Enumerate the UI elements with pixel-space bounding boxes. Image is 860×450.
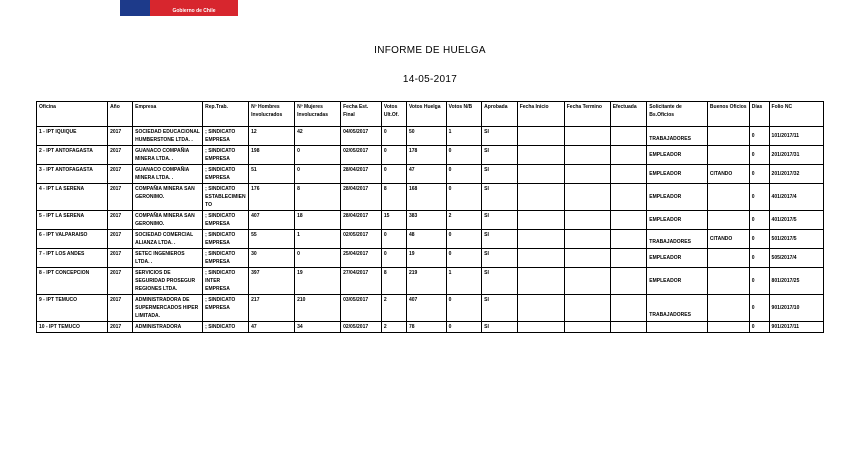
table-row xyxy=(37,184,824,211)
cell-solicitante: TRABAJADORES xyxy=(647,295,708,322)
column-header: Oficina xyxy=(37,102,108,127)
cell-fecha-termino xyxy=(564,211,610,230)
cell-votos-ult: 8 xyxy=(381,184,406,211)
cell-votos-nb: 1 xyxy=(446,127,482,146)
cell-folio: 201/2017/31 xyxy=(769,146,823,165)
cell-votos-nb: 0 xyxy=(446,295,482,322)
cell-efectuada xyxy=(610,184,647,211)
cell-efectuada xyxy=(610,230,647,249)
cell-mujeres: 42 xyxy=(295,127,341,146)
cell-hombres: 47 xyxy=(249,322,295,333)
table-row xyxy=(37,230,824,249)
cell-buenos xyxy=(707,184,749,211)
cell-empresa: COMPAÑIA MINERA SAN GERONIMO. xyxy=(133,184,203,211)
column-header: Días xyxy=(749,102,769,127)
cell-fecha-est: 28/04/2017 xyxy=(341,184,382,211)
cell-fecha-termino xyxy=(564,127,610,146)
cell-fecha-est: 02/05/2017 xyxy=(341,146,382,165)
cell-fecha-termino xyxy=(564,230,610,249)
cell-dias: 0 xyxy=(749,230,769,249)
cell-buenos xyxy=(707,268,749,295)
cell-anio: 2017 xyxy=(108,127,133,146)
cell-folio: 901/2017/11 xyxy=(769,322,823,333)
column-header: Fecha Est. Final xyxy=(341,102,382,127)
cell-hombres: 51 xyxy=(249,165,295,184)
cell-empresa: COMPAÑIA MINERA SAN GERONIMO. xyxy=(133,211,203,230)
cell-votos-huelga: 47 xyxy=(406,165,446,184)
cell-solicitante: EMPLEADOR xyxy=(647,211,708,230)
table-row xyxy=(37,165,824,184)
cell-mujeres: 0 xyxy=(295,165,341,184)
column-header: Buenos Oficios xyxy=(707,102,749,127)
cell-anio: 2017 xyxy=(108,295,133,322)
cell-efectuada xyxy=(610,268,647,295)
cell-buenos xyxy=(707,322,749,333)
cell-solicitante: EMPLEADOR xyxy=(647,146,708,165)
cell-empresa: SOCIEDAD EDUCACIONAL HUMBERSTONE LTDA. . xyxy=(133,127,203,146)
cell-fecha-termino xyxy=(564,146,610,165)
cell-rep: ; SINDICATO ESTABLECIMIENTO xyxy=(203,184,249,211)
cell-empresa: GUANACO COMPAÑIA MINERA LTDA. . xyxy=(133,165,203,184)
cell-anio: 2017 xyxy=(108,165,133,184)
cell-empresa: GUANACO COMPAÑIA MINERA LTDA. . xyxy=(133,146,203,165)
cell-fecha-est: 28/04/2017 xyxy=(341,165,382,184)
cell-mujeres: 0 xyxy=(295,146,341,165)
cell-hombres: 55 xyxy=(249,230,295,249)
cell-efectuada xyxy=(610,165,647,184)
cell-buenos xyxy=(707,211,749,230)
cell-empresa: ADMINISTRADORA DE SUPERMERCADOS HIPER LIMITADA. xyxy=(133,295,203,322)
cell-votos-nb: 0 xyxy=(446,230,482,249)
cell-oficina: 2 - IPT ANTOFAGASTA xyxy=(37,146,108,165)
cell-efectuada xyxy=(610,127,647,146)
cell-mujeres: 0 xyxy=(295,249,341,268)
table-row xyxy=(37,146,824,165)
cell-rep: ; SINDICATO INTER EMPRESA xyxy=(203,268,249,295)
cell-votos-ult: 8 xyxy=(381,268,406,295)
cell-mujeres: 18 xyxy=(295,211,341,230)
cell-hombres: 30 xyxy=(249,249,295,268)
cell-fecha-termino xyxy=(564,295,610,322)
cell-buenos xyxy=(707,249,749,268)
cell-dias: 0 xyxy=(749,322,769,333)
cell-dias: 0 xyxy=(749,211,769,230)
cell-votos-nb: 0 xyxy=(446,146,482,165)
cell-empresa: SERVICIOS DE SEGURIDAD PROSEGUR REGIONES LTDA. xyxy=(133,268,203,295)
cell-fecha-termino xyxy=(564,322,610,333)
cell-efectuada xyxy=(610,295,647,322)
cell-solicitante: EMPLEADOR xyxy=(647,165,708,184)
cell-folio: 201/2017/32 xyxy=(769,165,823,184)
cell-folio: 505/2017/4 xyxy=(769,249,823,268)
cell-dias: 0 xyxy=(749,184,769,211)
cell-dias: 0 xyxy=(749,268,769,295)
cell-fecha-inicio xyxy=(517,146,564,165)
table-row xyxy=(37,322,824,333)
cell-aprobada: SI xyxy=(482,295,518,322)
column-header: Solicitante de Bs.Oficios xyxy=(647,102,708,127)
cell-folio: 401/2017/4 xyxy=(769,184,823,211)
cell-solicitante: TRABAJADORES xyxy=(647,127,708,146)
cell-fecha-inicio xyxy=(517,249,564,268)
column-header: Rep.Trab. xyxy=(203,102,249,127)
cell-rep: ; SINDICATO EMPRESA xyxy=(203,127,249,146)
cell-hombres: 198 xyxy=(249,146,295,165)
cell-buenos: CITANDO xyxy=(707,165,749,184)
cell-fecha-inicio xyxy=(517,322,564,333)
report-date: 14-05-2017 xyxy=(402,74,458,85)
cell-dias: 0 xyxy=(749,249,769,268)
cell-solicitante: EMPLEADOR xyxy=(647,268,708,295)
cell-votos-huelga: 48 xyxy=(406,230,446,249)
strike-report-table xyxy=(36,101,824,333)
cell-dias: 0 xyxy=(749,127,769,146)
cell-fecha-termino xyxy=(564,268,610,295)
cell-votos-huelga: 78 xyxy=(406,322,446,333)
cell-anio: 2017 xyxy=(108,268,133,295)
table-row xyxy=(37,268,824,295)
gobierno-logo xyxy=(120,0,238,16)
cell-mujeres: 1 xyxy=(295,230,341,249)
cell-dias: 0 xyxy=(749,146,769,165)
cell-buenos xyxy=(707,295,749,322)
table-header-row xyxy=(37,102,824,127)
cell-fecha-inicio xyxy=(517,268,564,295)
cell-fecha-est: 03/05/2017 xyxy=(341,295,382,322)
cell-oficina: 8 - IPT CONCEPCION xyxy=(37,268,108,295)
cell-folio: 501/2017/5 xyxy=(769,230,823,249)
cell-votos-huelga: 407 xyxy=(406,295,446,322)
cell-votos-huelga: 168 xyxy=(406,184,446,211)
cell-mujeres: 34 xyxy=(295,322,341,333)
cell-votos-ult: 0 xyxy=(381,230,406,249)
cell-anio: 2017 xyxy=(108,230,133,249)
column-header: Empresa xyxy=(133,102,203,127)
cell-buenos xyxy=(707,127,749,146)
cell-aprobada: SI xyxy=(482,211,518,230)
table-row xyxy=(37,127,824,146)
cell-hombres: 217 xyxy=(249,295,295,322)
cell-efectuada xyxy=(610,322,647,333)
cell-fecha-est: 25/04/2017 xyxy=(341,249,382,268)
cell-hombres: 397 xyxy=(249,268,295,295)
cell-aprobada: SI xyxy=(482,230,518,249)
table-row xyxy=(37,295,824,322)
table-row xyxy=(37,211,824,230)
cell-rep: ; SINDICATO EMPRESA xyxy=(203,165,249,184)
cell-oficina: 6 - IPT VALPARAISO xyxy=(37,230,108,249)
cell-votos-ult: 0 xyxy=(381,127,406,146)
column-header: Año xyxy=(108,102,133,127)
cell-fecha-termino xyxy=(564,184,610,211)
cell-fecha-inicio xyxy=(517,295,564,322)
column-header: Votos Huelga xyxy=(406,102,446,127)
cell-votos-ult: 0 xyxy=(381,165,406,184)
cell-empresa: ADMINISTRADORA xyxy=(133,322,203,333)
cell-folio: 401/2017/5 xyxy=(769,211,823,230)
cell-folio: 801/2017/25 xyxy=(769,268,823,295)
cell-oficina: 4 - IPT LA SERENA xyxy=(37,184,108,211)
cell-fecha-est: 04/05/2017 xyxy=(341,127,382,146)
cell-oficina: 9 - IPT TEMUCO xyxy=(37,295,108,322)
cell-oficina: 10 - IPT TEMUCO xyxy=(37,322,108,333)
logo-text: Gobierno de Chile xyxy=(150,0,238,16)
cell-votos-huelga: 219 xyxy=(406,268,446,295)
column-header: Votos Ult.Of. xyxy=(381,102,406,127)
cell-votos-nb: 1 xyxy=(446,268,482,295)
cell-aprobada: SI xyxy=(482,165,518,184)
column-header: Fecha Termino xyxy=(564,102,610,127)
cell-rep: ; SINDICATO EMPRESA xyxy=(203,146,249,165)
cell-aprobada: SI xyxy=(482,127,518,146)
cell-anio: 2017 xyxy=(108,211,133,230)
cell-oficina: 1 - IPT IQUIQUE xyxy=(37,127,108,146)
cell-votos-nb: 0 xyxy=(446,249,482,268)
cell-votos-nb: 2 xyxy=(446,211,482,230)
cell-votos-huelga: 19 xyxy=(406,249,446,268)
cell-fecha-inicio xyxy=(517,165,564,184)
column-header: Folio NC xyxy=(769,102,823,127)
column-header: Nº Mujeres Involucradas xyxy=(295,102,341,127)
cell-empresa: SOCIEDAD COMERCIAL ALIANZA LTDA. . xyxy=(133,230,203,249)
cell-rep: ; SINDICATO EMPRESA xyxy=(203,249,249,268)
cell-folio: 901/2017/10 xyxy=(769,295,823,322)
cell-aprobada: SI xyxy=(482,184,518,211)
cell-aprobada: SI xyxy=(482,249,518,268)
column-header: Efectuada xyxy=(610,102,647,127)
table-row xyxy=(37,249,824,268)
cell-buenos xyxy=(707,146,749,165)
cell-rep: ; SINDICATO EMPRESA xyxy=(203,295,249,322)
cell-aprobada: SI xyxy=(482,146,518,165)
cell-votos-huelga: 50 xyxy=(406,127,446,146)
cell-fecha-termino xyxy=(564,165,610,184)
cell-anio: 2017 xyxy=(108,249,133,268)
cell-dias: 0 xyxy=(749,295,769,322)
cell-empresa: SETEC INGENIEROS LTDA. . xyxy=(133,249,203,268)
cell-aprobada: SI xyxy=(482,322,518,333)
cell-votos-huelga: 383 xyxy=(406,211,446,230)
cell-folio: 101/2017/11 xyxy=(769,127,823,146)
report-title: INFORME DE HUELGA xyxy=(374,45,486,56)
cell-rep: ; SINDICATO EMPRESA xyxy=(203,211,249,230)
cell-fecha-inicio xyxy=(517,230,564,249)
cell-oficina: 3 - IPT ANTOFAGASTA xyxy=(37,165,108,184)
cell-fecha-inicio xyxy=(517,184,564,211)
column-header: Nº Hombres Involucrados xyxy=(249,102,295,127)
column-header: Votos N/B xyxy=(446,102,482,127)
cell-votos-nb: 0 xyxy=(446,184,482,211)
cell-oficina: 7 - IPT LOS ANDES xyxy=(37,249,108,268)
column-header: Aprobada xyxy=(482,102,518,127)
cell-solicitante: EMPLEADOR xyxy=(647,249,708,268)
cell-mujeres: 19 xyxy=(295,268,341,295)
cell-votos-nb: 0 xyxy=(446,322,482,333)
cell-anio: 2017 xyxy=(108,184,133,211)
cell-votos-ult: 2 xyxy=(381,295,406,322)
cell-solicitante: TRABAJADORES xyxy=(647,230,708,249)
cell-solicitante: EMPLEADOR xyxy=(647,184,708,211)
cell-anio: 2017 xyxy=(108,146,133,165)
cell-mujeres: 210 xyxy=(295,295,341,322)
cell-fecha-est: 27/04/2017 xyxy=(341,268,382,295)
cell-votos-ult: 0 xyxy=(381,249,406,268)
cell-fecha-inicio xyxy=(517,127,564,146)
cell-aprobada: SI xyxy=(482,268,518,295)
cell-fecha-est: 02/05/2017 xyxy=(341,322,382,333)
cell-fecha-termino xyxy=(564,249,610,268)
cell-efectuada xyxy=(610,211,647,230)
cell-hombres: 407 xyxy=(249,211,295,230)
cell-rep: ; SINDICATO xyxy=(203,322,249,333)
logo-blue-block xyxy=(120,0,150,16)
cell-fecha-est: 02/05/2017 xyxy=(341,230,382,249)
cell-votos-ult: 15 xyxy=(381,211,406,230)
cell-oficina: 5 - IPT LA SERENA xyxy=(37,211,108,230)
cell-solicitante xyxy=(647,322,708,333)
cell-fecha-inicio xyxy=(517,211,564,230)
cell-fecha-est: 28/04/2017 xyxy=(341,211,382,230)
cell-votos-nb: 0 xyxy=(446,165,482,184)
cell-efectuada xyxy=(610,249,647,268)
cell-hombres: 12 xyxy=(249,127,295,146)
cell-mujeres: 8 xyxy=(295,184,341,211)
cell-votos-ult: 2 xyxy=(381,322,406,333)
cell-buenos: CITANDO xyxy=(707,230,749,249)
cell-efectuada xyxy=(610,146,647,165)
cell-rep: ; SINDICATO EMPRESA xyxy=(203,230,249,249)
cell-votos-huelga: 178 xyxy=(406,146,446,165)
cell-dias: 0 xyxy=(749,165,769,184)
cell-anio: 2017 xyxy=(108,322,133,333)
cell-votos-ult: 0 xyxy=(381,146,406,165)
cell-hombres: 176 xyxy=(249,184,295,211)
column-header: Fecha Inicio xyxy=(517,102,564,127)
